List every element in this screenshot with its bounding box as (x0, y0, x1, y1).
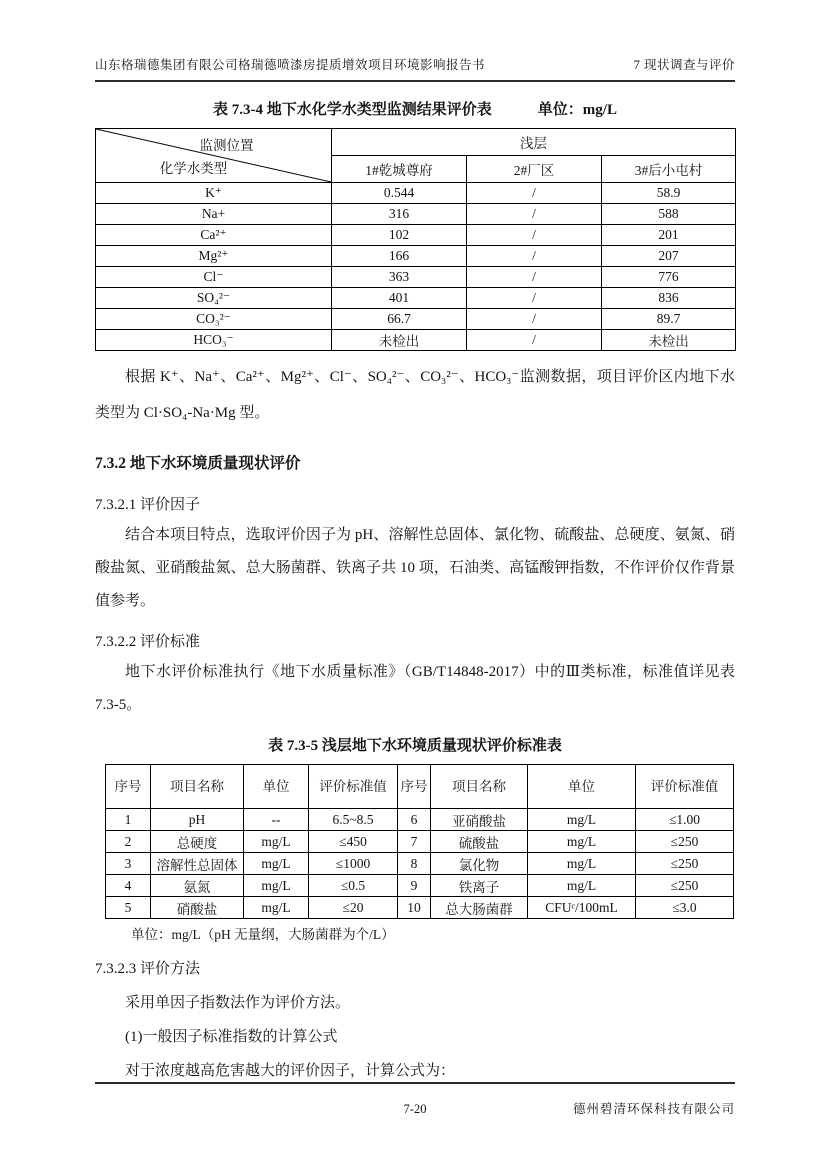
cell-value: 207 (602, 246, 736, 267)
paragraph-formula-title: (1)一般因子标准指数的计算公式 (125, 1029, 338, 1045)
group-header-cell: 浅层 (332, 129, 736, 156)
cell-value: / (467, 246, 602, 267)
page-header (95, 55, 735, 82)
cell-value: ≤1000 (309, 853, 398, 875)
ion-label: Mg²⁺ (96, 246, 332, 267)
ion-label: Na+ (96, 204, 332, 225)
table-row (96, 309, 736, 330)
cell-value: ≤250 (636, 853, 734, 875)
heading-7-3-2-3: 7.3.2.3 评价方法 (95, 961, 201, 977)
column-header: 序号 (106, 765, 151, 809)
table-row (96, 288, 736, 309)
cell-value: 588 (602, 204, 736, 225)
cell-value: 亚硝酸盐 (431, 809, 528, 831)
column-header: 项目名称 (431, 765, 528, 809)
cell-value: 58.9 (602, 183, 736, 204)
cell-value: 硝酸盐 (151, 897, 244, 919)
cell-value: ≤3.0 (636, 897, 734, 919)
page-number: 7-20 (403, 1102, 427, 1116)
cell-value: mg/L (528, 875, 636, 897)
table-row (106, 853, 734, 875)
cell-value: 溶解性总固体 (151, 853, 244, 875)
cell-value: 氨氮 (151, 875, 244, 897)
cell-value: 102 (332, 225, 467, 246)
cell-value: 0.544 (332, 183, 467, 204)
cell-value: 总硬度 (151, 831, 244, 853)
table-7-3-4-caption (95, 98, 735, 119)
cell-value: 4 (106, 875, 151, 897)
page-footer (95, 1082, 735, 1117)
cell-value: mg/L (244, 831, 309, 853)
diagonal-label-top: 监测位置 (199, 138, 254, 153)
cell-value: CFUᶜ/100mL (528, 897, 636, 919)
footer-company-name: 德州碧清环保科技有限公司 (572, 1102, 735, 1116)
cell-value: / (467, 183, 602, 204)
paragraph-conclusion: 根据 K⁺、Na⁺、Ca²⁺、Mg²⁺、Cl⁻、SO₄²⁻、CO₃²⁻、HCO₃⁻监测数据，项目评价区内地下水类型为 Cl·SO₄-Na·Mg 型。 (95, 369, 735, 421)
table-7-3-5-note: 单位：mg/L（pH 无量纲，大肠菌群为个/L） (131, 927, 395, 942)
cell-value: / (467, 288, 602, 309)
cell-value: 10 (398, 897, 431, 919)
header-chapter-label: 7 现状调查与评价 (633, 58, 735, 72)
ion-label: HCO₃⁻ (96, 330, 332, 351)
cell-value: mg/L (244, 875, 309, 897)
cell-value: 未检出 (332, 330, 467, 351)
cell-value: 5 (106, 897, 151, 919)
paragraph-formula-desc: 对于浓度越高危害越大的评价因子，计算公式为： (125, 1063, 456, 1079)
column-header: 评价标准值 (309, 765, 398, 809)
cell-value: 166 (332, 246, 467, 267)
ion-label: SO₄²⁻ (96, 288, 332, 309)
cell-value: 316 (332, 204, 467, 225)
paragraph-factors: 结合本项目特点，选取评价因子为 pH、溶解性总固体、氯化物、硫酸盐、总硬度、氨氮、硝酸盐氮、亚硝酸盐氮、总大肠菌群、铁离子共 10 项，石油类、高锰酸钾指数，不作评价仅作背景值参考。 (95, 527, 735, 609)
cell-value: -- (244, 809, 309, 831)
table-7-3-5 (105, 764, 734, 919)
cell-value: mg/L (528, 809, 636, 831)
cell-value: 3 (106, 853, 151, 875)
ion-label: K⁺ (96, 183, 332, 204)
cell-value: pH (151, 809, 244, 831)
cell-value: ≤0.5 (309, 875, 398, 897)
ion-label: CO₃²⁻ (96, 309, 332, 330)
cell-value: 1 (106, 809, 151, 831)
table-7-3-4 (95, 128, 736, 351)
cell-value: / (467, 309, 602, 330)
paragraph-standard: 地下水评价标准执行《地下水质量标准》（GB/T14848-2017）中的Ⅲ类标准，标准值详见表 7.3-5。 (95, 664, 735, 713)
table-row (96, 267, 736, 288)
table-row (106, 897, 734, 919)
cell-value: 硫酸盐 (431, 831, 528, 853)
cell-value: ≤1.00 (636, 809, 734, 831)
table-7-3-5-title: 表 7.3-5 浅层地下水环境质量现状评价标准表 (268, 738, 562, 754)
table-row (106, 809, 734, 831)
cell-value: 总大肠菌群 (431, 897, 528, 919)
cell-value: 7 (398, 831, 431, 853)
cell-value: 401 (332, 288, 467, 309)
cell-value: 363 (332, 267, 467, 288)
cell-value: mg/L (528, 831, 636, 853)
table-row (106, 831, 734, 853)
cell-value: 2 (106, 831, 151, 853)
cell-value: mg/L (244, 853, 309, 875)
table-7-3-4-title: 表 7.3-4 地下水化学水类型监测结果评价表 (213, 102, 492, 118)
column-header: 2#厂区 (467, 156, 602, 183)
cell-value: 铁离子 (431, 875, 528, 897)
cell-value: 66.7 (332, 309, 467, 330)
cell-value: ≤450 (309, 831, 398, 853)
table-row (106, 875, 734, 897)
cell-value: 6 (398, 809, 431, 831)
table-row (96, 330, 736, 351)
paragraph-method: 采用单因子指数法作为评价方法。 (125, 995, 351, 1011)
cell-value: ≤20 (309, 897, 398, 919)
cell-value: ≤250 (636, 831, 734, 853)
table-7-3-4-unit-label: 单位：mg/L (537, 102, 617, 118)
column-header: 单位 (528, 765, 636, 809)
cell-value: 8 (398, 853, 431, 875)
ion-label: Ca²⁺ (96, 225, 332, 246)
heading-7-3-2-1: 7.3.2.1 评价因子 (95, 497, 201, 513)
cell-value: 836 (602, 288, 736, 309)
ion-label: Cl⁻ (96, 267, 332, 288)
column-header: 序号 (398, 765, 431, 809)
table-row (96, 246, 736, 267)
table-row (96, 204, 736, 225)
column-header: 项目名称 (151, 765, 244, 809)
column-header: 3#后小屯村 (602, 156, 736, 183)
cell-value: 201 (602, 225, 736, 246)
cell-value: / (467, 225, 602, 246)
cell-value: mg/L (528, 853, 636, 875)
cell-value: 6.5~8.5 (309, 809, 398, 831)
column-header: 评价标准值 (636, 765, 734, 809)
cell-value: mg/L (244, 897, 309, 919)
diagonal-header-cell (96, 129, 332, 183)
cell-value: / (467, 204, 602, 225)
cell-value: / (467, 267, 602, 288)
table-row (106, 765, 734, 809)
heading-7-3-2: 7.3.2 地下水环境质量现状评价 (95, 455, 301, 472)
column-header: 单位 (244, 765, 309, 809)
cell-value: / (467, 330, 602, 351)
table-row (96, 225, 736, 246)
cell-value: 9 (398, 875, 431, 897)
table-row (96, 129, 736, 156)
cell-value: 未检出 (602, 330, 736, 351)
heading-7-3-2-2: 7.3.2.2 评价标准 (95, 634, 201, 650)
cell-value: 氯化物 (431, 853, 528, 875)
header-report-title: 山东格瑞德集团有限公司格瑞德喷漆房提质增效项目环境影响报告书 (95, 58, 486, 72)
column-header: 1#乾城尊府 (332, 156, 467, 183)
diagonal-label-bottom: 化学水类型 (159, 161, 228, 176)
cell-value: 776 (602, 267, 736, 288)
table-row (96, 183, 736, 204)
cell-value: ≤250 (636, 875, 734, 897)
cell-value: 89.7 (602, 309, 736, 330)
